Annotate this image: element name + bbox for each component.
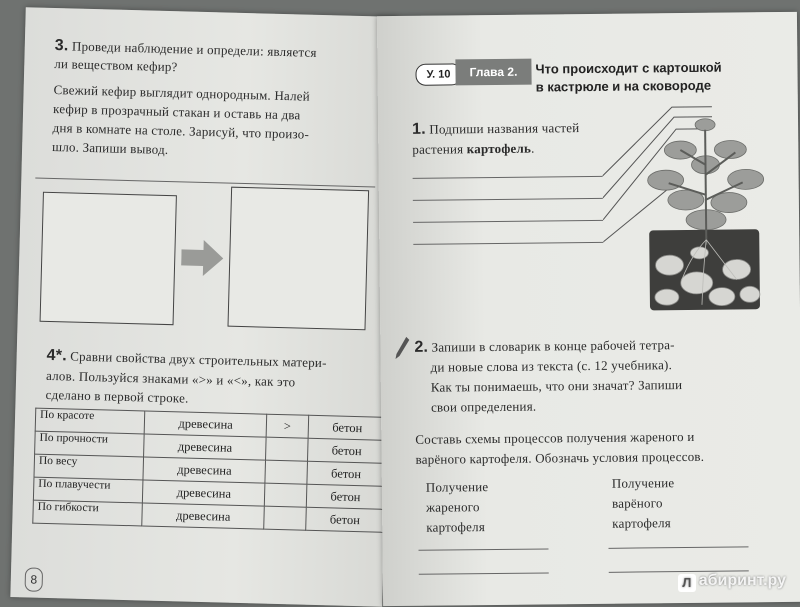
fried-answer-line-2[interactable] xyxy=(419,572,549,574)
chapter-badge: Глава 2. xyxy=(455,59,531,86)
task4-body-1: алов. Пользуйся знаками «>» и «<», как это xyxy=(45,367,296,390)
schema-line2: варёного картофеля. Обозначь условия процессов. xyxy=(415,448,705,467)
material-b-cell: бетон xyxy=(307,461,386,486)
task4-number: 4*. xyxy=(46,346,68,365)
task3-body-3: дня в комнате на столе. Зарисуй, что произо- xyxy=(52,119,310,142)
labirint-logo-icon: Л xyxy=(678,574,696,592)
label-line-2[interactable] xyxy=(413,198,603,201)
task1-plant-name: картофель xyxy=(466,140,532,157)
task2-line2: ди новые слова из текста (с. 12 учебника). xyxy=(430,357,673,375)
comparison-table xyxy=(32,408,387,533)
pencil-icon xyxy=(394,336,410,360)
material-a-cell: древесина xyxy=(143,480,265,506)
task3-body-2: кефир в прозрачный стакан и оставь на два xyxy=(52,100,301,123)
task3-body-4: шло. Запиши вывод. xyxy=(51,138,169,158)
task4-body-2: сделано в первой строке. xyxy=(45,386,189,406)
right-page xyxy=(377,12,800,606)
sign-cell[interactable]: > xyxy=(266,414,308,438)
boiled-label-3: картофеля xyxy=(612,515,672,531)
task2-line3: Как ты понимаешь, что они значат? Запиши xyxy=(430,377,683,395)
task1-line2-suffix: . xyxy=(530,140,535,156)
answer-line xyxy=(35,178,375,188)
page-title-line1: Что происходит с картошкой xyxy=(535,59,722,77)
property-cell: По плавучести xyxy=(33,477,143,503)
label-line-1[interactable] xyxy=(413,176,603,179)
page-title-line2: в кастрюле и на сковороде xyxy=(535,77,712,95)
task2-line1-text: Запиши в словарик в конце рабочей тетра- xyxy=(431,337,675,355)
left-page xyxy=(10,7,397,607)
task1-line2 xyxy=(412,139,534,159)
task1-line2-prefix: растения xyxy=(412,141,467,157)
task2-line1 xyxy=(414,335,674,357)
watermark xyxy=(678,572,786,592)
property-cell: По красоте xyxy=(35,408,145,434)
schema-line1: Составь схемы процессов получения жареного и xyxy=(415,428,695,447)
material-a-cell: древесина xyxy=(144,434,266,460)
boiled-answer-line-1[interactable] xyxy=(609,546,749,548)
fried-label-3: картофеля xyxy=(426,519,486,535)
task4-question-line1: Сравни свойства двух строительных матери- xyxy=(70,348,327,371)
material-a-cell: древесина xyxy=(142,503,264,529)
task3-question-line1: Проведи наблюдение и определи: является xyxy=(71,38,317,60)
property-cell: По прочности xyxy=(35,431,145,457)
material-b-cell: бетон xyxy=(306,507,385,532)
task2-line4: свои определения. xyxy=(430,398,537,415)
lesson-badge: У. 10 xyxy=(415,63,461,85)
drawing-frame-before xyxy=(40,192,177,325)
page-title xyxy=(535,58,765,96)
boiled-label-1: Получение xyxy=(611,475,675,491)
sign-cell[interactable] xyxy=(264,483,306,507)
sign-cell[interactable] xyxy=(265,460,307,484)
material-b-cell: бетон xyxy=(306,484,385,509)
task3-number: 3. xyxy=(54,37,69,55)
page-number-left: 8 xyxy=(24,567,43,591)
fried-label-1: Получение xyxy=(425,479,489,495)
material-a-cell: древесина xyxy=(145,411,267,437)
boiled-label-2: варёного xyxy=(611,495,663,511)
property-cell: По весу xyxy=(34,454,144,480)
task3-question-line2: ли веществом кефир? xyxy=(54,56,178,75)
label-line-3[interactable] xyxy=(413,220,603,223)
material-b-cell: бетон xyxy=(307,438,386,463)
fried-answer-line-1[interactable] xyxy=(419,548,549,550)
label-line-4[interactable] xyxy=(413,242,603,245)
property-cell: По гибкости xyxy=(33,500,143,526)
potato-plant-icon xyxy=(640,104,772,335)
task3-body-1: Свежий кефир выглядит однородным. Налей xyxy=(53,81,311,104)
material-a-cell: древесина xyxy=(143,457,265,483)
sign-cell[interactable] xyxy=(264,506,306,530)
task1-heading xyxy=(412,118,579,139)
arrow-right-icon xyxy=(181,239,224,276)
watermark-text: абиринт.ру xyxy=(698,572,786,589)
sign-cell[interactable] xyxy=(266,437,308,461)
task2-number: 2. xyxy=(414,338,429,356)
drawing-frame-after xyxy=(227,187,369,331)
material-b-cell: бетон xyxy=(308,415,387,440)
task1-line1: Подпиши названия частей xyxy=(429,120,580,137)
fried-label-2: жареного xyxy=(425,499,480,515)
task1-number: 1. xyxy=(412,120,426,138)
